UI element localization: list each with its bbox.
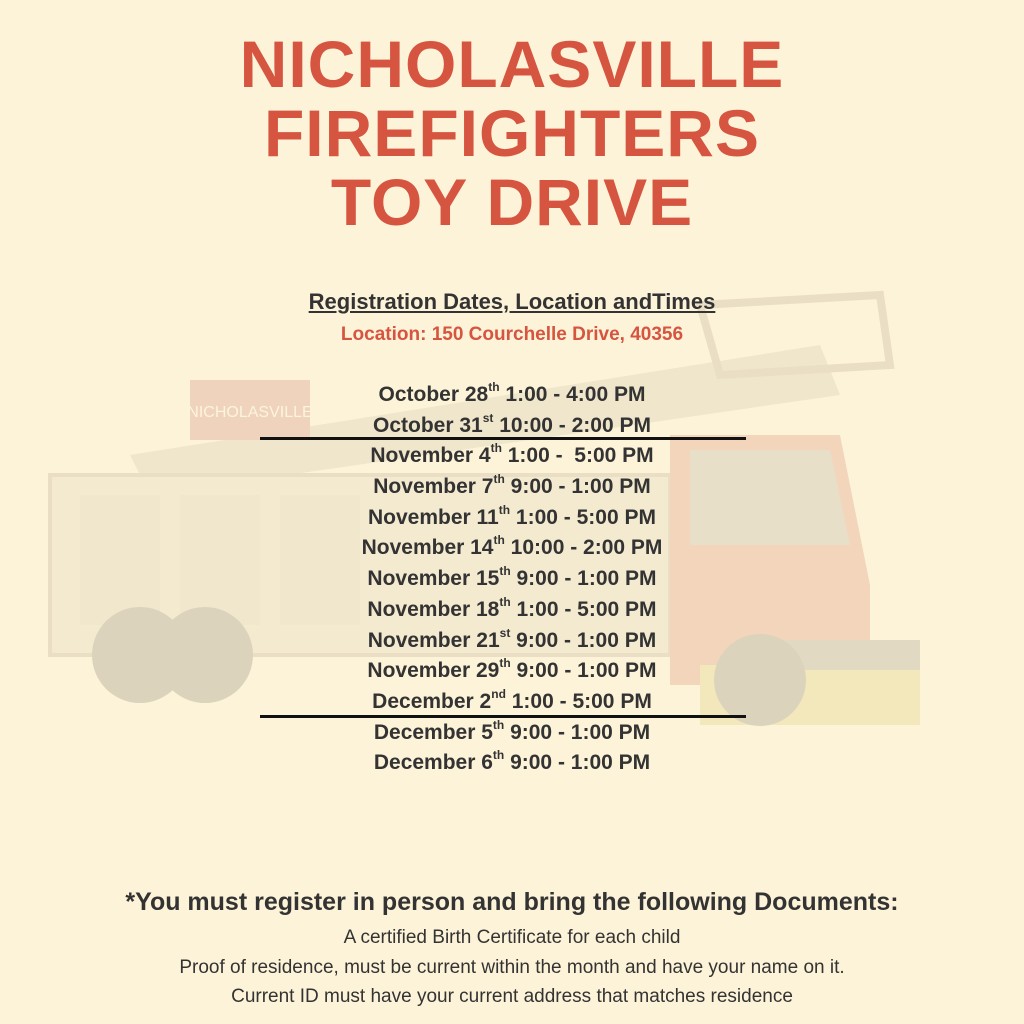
- schedule-day-suffix: th: [499, 656, 511, 671]
- schedule-row: [0, 503, 1024, 534]
- schedule-day: November 11: [368, 505, 499, 529]
- schedule-day: December 2: [372, 689, 492, 713]
- schedule-day-suffix: th: [492, 748, 505, 763]
- requirement-item: Proof of residence, must be current within the month and have your name on it.: [179, 956, 845, 978]
- location-text: Location: 150 Courchelle Drive, 40356: [340, 324, 684, 345]
- schedule-day: November 14: [361, 536, 494, 560]
- title-line: TOY DRIVE: [330, 165, 694, 239]
- schedule-day: November 15: [367, 567, 500, 591]
- schedule-time: 1:00 - 5:00 PM: [501, 444, 654, 468]
- schedule-day-suffix: th: [493, 533, 505, 548]
- schedule-time: 10:00 - 2:00 PM: [504, 536, 663, 560]
- schedule-day-suffix: th: [490, 441, 502, 456]
- schedule-day-suffix: th: [493, 472, 505, 487]
- schedule-day-suffix: nd: [491, 686, 506, 701]
- schedule-time: 1:00 - 4:00 PM: [499, 383, 646, 406]
- schedule-day-suffix: th: [492, 717, 505, 732]
- schedule-day: November 7: [373, 475, 494, 499]
- divider-line: [260, 437, 746, 440]
- schedule-time: 1:00 - 5:00 PM: [510, 505, 656, 529]
- schedule-row: [0, 472, 1024, 503]
- schedule-row: [0, 380, 1024, 411]
- schedule-row: [0, 595, 1024, 626]
- schedule-day: November 4: [370, 444, 491, 468]
- schedule-day-suffix: th: [499, 564, 511, 579]
- page-title: [0, 27, 1024, 239]
- title-line: NICHOLASVILLE: [239, 27, 785, 101]
- schedule-row: [0, 748, 1024, 779]
- schedule-row: [0, 656, 1024, 687]
- schedule-day-suffix: th: [499, 594, 511, 609]
- schedule-day-suffix: st: [482, 410, 494, 425]
- truck-label: NICHOLASVILLE: [187, 404, 313, 421]
- schedule-time: 9:00 - 1:00 PM: [510, 567, 657, 591]
- schedule-day: December 5: [373, 720, 493, 744]
- schedule-time: 1:00 - 5:00 PM: [510, 597, 657, 621]
- requirement-item: A certified Birth Certificate for each child: [343, 927, 681, 948]
- schedule-day: November 21: [367, 628, 500, 652]
- schedule-row: [0, 564, 1024, 595]
- schedule-day: November 18: [367, 597, 500, 621]
- schedule-day: December 6: [373, 751, 493, 775]
- schedule-row: [0, 626, 1024, 657]
- schedule-time: 9:00 - 1:00 PM: [510, 628, 657, 652]
- requirements-heading: *You must register in person and bring the following Documents:: [125, 888, 899, 916]
- title-line: FIREFIGHTERS: [263, 96, 760, 170]
- schedule-row: [0, 441, 1024, 472]
- divider-line: [260, 715, 746, 718]
- schedule-time: 10:00 - 2:00 PM: [493, 413, 651, 437]
- schedule-day: November 29: [367, 659, 500, 683]
- schedule-day-suffix: th: [488, 380, 500, 394]
- schedule-row: [0, 687, 1024, 718]
- schedule-row: [0, 718, 1024, 749]
- requirements-list: [0, 923, 1024, 1012]
- schedule-time: 9:00 - 1:00 PM: [510, 659, 657, 683]
- schedule-time: 9:00 - 1:00 PM: [504, 751, 651, 775]
- schedule-time: 9:00 - 1:00 PM: [504, 475, 651, 499]
- schedule-time: 9:00 - 1:00 PM: [504, 720, 651, 744]
- schedule-time: 1:00 - 5:00 PM: [505, 689, 652, 713]
- schedule-day: October 31: [373, 413, 483, 437]
- schedule-row: [0, 533, 1024, 564]
- requirement-item: Current ID must have your current address that matches residence: [231, 986, 793, 1007]
- schedule-day-suffix: st: [499, 625, 511, 640]
- schedule-day-suffix: th: [498, 502, 511, 517]
- registration-heading: Registration Dates, Location andTimes: [308, 289, 716, 314]
- schedule-day: October 28: [378, 383, 489, 406]
